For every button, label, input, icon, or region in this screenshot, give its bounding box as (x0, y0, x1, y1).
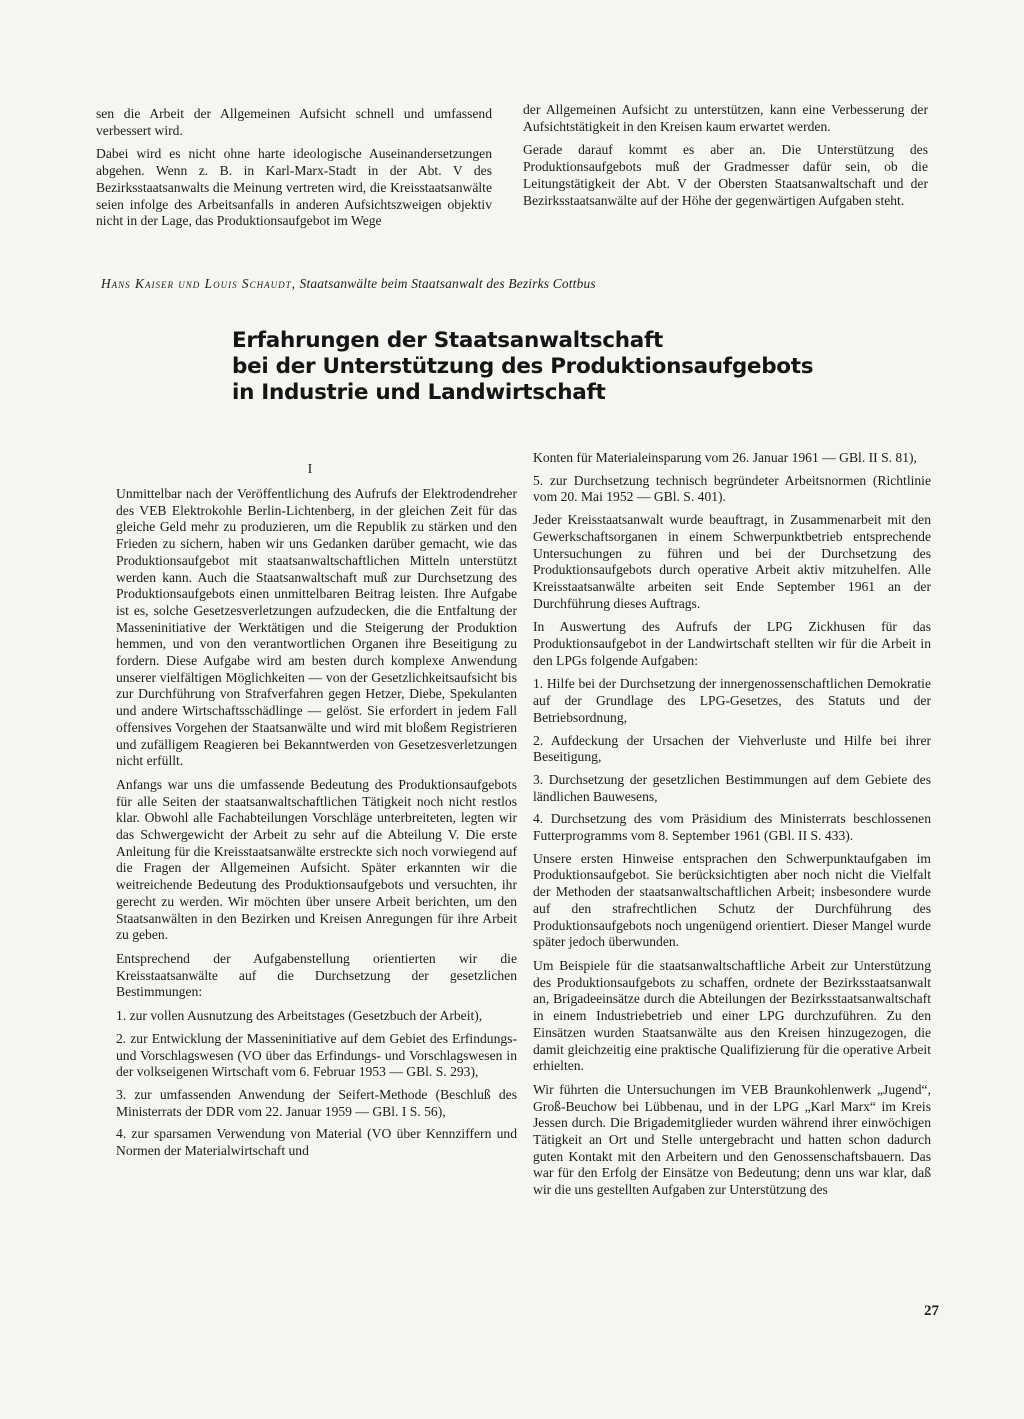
list-item: 3. zur umfassenden Anwendung der Seifert-Methode (Beschluß des Ministerrats der DDR vom 22. Januar 1959 — GBl. I S. 56), (116, 1086, 517, 1119)
list-item: 1. Hilfe bei der Durchsetzung der innergenossenschaftlichen Demokratie auf der Grundlage des LPG-Gesetzes, des Statuts und der Betriebsordnung, (533, 676, 931, 725)
paragraph: Anfangs war uns die umfassende Bedeutung des Produktionsaufgebots für alle Seiten der staatsanwaltschaftlichen Tätigkeit noch nicht restlos klar. Obwohl alle Fachabteilungen Vorschläge unterbreiteten, legten wir das Schwergewicht der Arbeit zu sehr auf die Abteilung V. Die erste Anleitung für die Kreisstaatsanwälte erstreckte sich noch vorwiegend auf die Fragen der Allgemeinen Aufsicht. Später erkannten wir die weitreichende Bedeutung des Produktionsaufgebots und versuchten, ihr gerecht zu werden. Wir möchten über unsere Arbeit berichten, um den Staatsanwälten in den Bezirken und Kreisen Anregungen für ihre Arbeit zu geben. (116, 776, 517, 943)
title-line: bei der Unterstützung des Produktionsaufgebots (232, 354, 814, 379)
paragraph: Dabei wird es nicht ohne harte ideologische Auseinandersetzungen abgehen. Wenn z. B. in Karl-Marx-Stadt in der Abt. V des Bezirksstaatsanwalts die Meinung vertreten wird, die Kreisstaatsanwälte seien infolge des Arbeitsanfalls in anderen Aufsichtszweigen objektiv nicht in der Lage, das Produktionsaufgebot im Wege (96, 146, 492, 229)
paragraph: Um Beispiele für die staatsanwaltschaftliche Arbeit zur Unterstützung des Produktionsaufgebots zu schaffen, ordnete der Bezirksstaatsanwalt an, Brigadeeinsätze durch die Abteilungen der Bezirksstaatsanwaltschaft in einem Industriebetrieb und einer LPG durchzuführen. Zu den Einsätzen wurden Staatsanwälte aus den Kreisen hinzugezogen, die damit gleichzeitig eine praktische Qualifizierung für die operative Arbeit erhielten. (533, 957, 931, 1074)
main-right-column (533, 450, 931, 1206)
paragraph: Unsere ersten Hinweise entsprachen den Schwerpunktaufgaben im Produktionsaufgebot. Sie berücksichtigten aber noch nicht die Vielfalt der Methoden der staatsanwaltschaftlichen Arbeit; insbesondere wurde auf den strafrechtlichen Schutz der Durchführung des Produktionsaufgebots noch ungenügend orientiert. Dieser Mangel wurde später jedoch überwunden. (533, 850, 931, 950)
paragraph: Jeder Kreisstaatsanwalt wurde beauftragt, in Zusammenarbeit mit den Gewerkschaftsorganen in einem Schwerpunktbetrieb entsprechende Untersuchungen zu führen und bei der Durchsetzung des Produktionsaufgebots durch operative Arbeit aktiv mitzuhelfen. Alle Kreisstaatsanwälte arbeiten seit Ende September 1961 an der Durchführung dieses Auftrags. (533, 512, 931, 611)
paragraph: In Auswertung des Aufrufs der LPG Zickhusen für das Produktionsaufgebot in der Landwirtschaft stellten wir für die Arbeit in den LPGs folgende Aufgaben: (533, 619, 931, 668)
byline-authors: Hans Kaiser und Louis Schaudt, (101, 276, 296, 291)
paragraph: sen die Arbeit der Allgemeinen Aufsicht schnell und umfassend verbessert wird. (96, 106, 492, 138)
list-item: 5. zur Durchsetzung technisch begründeter Arbeitsnormen (Richtlinie vom 20. Mai 1952 — GBl. S. 401). (533, 472, 931, 505)
title-line: Erfahrungen der Staatsanwaltschaft (232, 328, 663, 353)
list-item: Konten für Materialeinsparung vom 26. Januar 1961 — GBl. II S. 81), (533, 450, 917, 465)
top-right-column (523, 102, 928, 216)
list-item: 2. zur Entwicklung der Masseninitiative auf dem Gebiet des Erfindungs- und Vorschlagswesen (VO über das Erfindungs- und Vorschlagswesen in der volkseigenen Wirtschaft vom 6. Februar 1953 — GBl. S. 293), (116, 1030, 517, 1080)
list-item: 2. Aufdeckung der Ursachen der Viehverluste und Hilfe bei ihrer Beseitigung, (533, 732, 931, 765)
top-left-column (96, 106, 492, 237)
paragraph: Unmittelbar nach der Veröffentlichung des Aufrufs der Elektrodendreher des VEB Elektrokohle Berlin-Lichtenberg, in der gleichen Zeit für das gleiche Geld mehr zu produzieren, um die Republik zu stärken und den Frieden zu sichern, haben wir uns Gedanken darüber gemacht, wie das Produktionsaufgebot mit staatsanwaltschaftlichen Mitteln unterstützt werden kann. Auch die Staatsanwaltschaft muß zur Durchsetzung des Produktionsaufgebots einen unmittelbaren Beitrag leisten. Ihre Aufgabe ist es, solche Gesetzesverletzungen aufzudecken, die die Entfaltung der Masseninitiative der Werktätigen und die Steigerung der Produktion hemmen, und von den verantwortlichen Organen ihre Beseitigung zu fordern. Diese Aufgabe wird am besten durch komplexe Anwendung unserer vielfältigen Möglichkeiten — von der Gesetzlichkeitsaufsicht bis zur Durchführung von Strafverfahren gegen Hetzer, Diebe, Spekulanten und andere Wirtschaftsschädlinge — gelöst. Sie erfordert in jedem Fall offensives Vorgehen der Staatsanwälte und wird mit bloßem Registrieren und zufälligem Reagieren bei Bekanntwerden von Gesetzesverletzungen nicht erfüllt. (116, 486, 517, 769)
section-numeral: I (307, 462, 313, 477)
list-item: 4. Durchsetzung des vom Präsidium des Ministerrats beschlossenen Futterprogramms vom 8. September 1961 (GBl. II S. 433). (533, 811, 931, 844)
list-item: 3. Durchsetzung der gesetzlichen Bestimmungen auf dem Gebiete des ländlichen Bauwesens, (533, 771, 931, 804)
list-item: 4. zur sparsamen Verwendung von Material (VO über Kennziffern und Normen der Materialwirtschaft und (116, 1126, 517, 1159)
paragraph: der Allgemeinen Aufsicht zu unterstützen, kann eine Verbesserung der Aufsichtstätigkeit in den Kreisen kaum erwartet werden. (523, 102, 928, 134)
paragraph: Wir führten die Untersuchungen im VEB Braunkohlenwerk „Jugend“, Groß-Beuchow bei Lübbenau, und in der LPG „Karl Marx“ im Kreis Jessen durch. Die Brigademitglieder wurden während ihrer einwöchigen Tätigkeit an Ort und Stelle untergebracht und hatten schon dadurch guten Kontakt mit den Arbeitern und den Genossenschaftsbauern. Das war für den Erfolg der Einsätze von Bedeutung; denn uns war klar, daß wir die uns gestellten Aufgaben zur Unterstützung des (533, 1081, 931, 1198)
byline (101, 276, 901, 292)
title-line: in Industrie und Landwirtschaft (232, 380, 606, 405)
paragraph: Gerade darauf kommt es aber an. Die Unterstützung des Produktionsaufgebots muß der Gradmesser dafür sein, ob die Leitungstätigkeit der Abt. V der Obersten Staatsanwaltschaft und der Bezirksstaatsanwälte auf der Höhe der gegenwärtigen Aufgaben steht. (523, 142, 928, 208)
article-title (232, 328, 872, 406)
byline-affiliation: Staatsanwälte beim Staatsanwalt des Bezirks Cottbus (299, 276, 596, 291)
page-number: 27 (924, 1303, 939, 1319)
paragraph: Entsprechend der Aufgabenstellung orientierten wir die Kreisstaatsanwälte auf die Durchsetzung der gesetzlichen Bestimmungen: (116, 950, 517, 1000)
main-left-column (116, 486, 517, 1166)
list-item: 1. zur vollen Ausnutzung des Arbeitstages (Gesetzbuch der Arbeit), (116, 1008, 483, 1024)
